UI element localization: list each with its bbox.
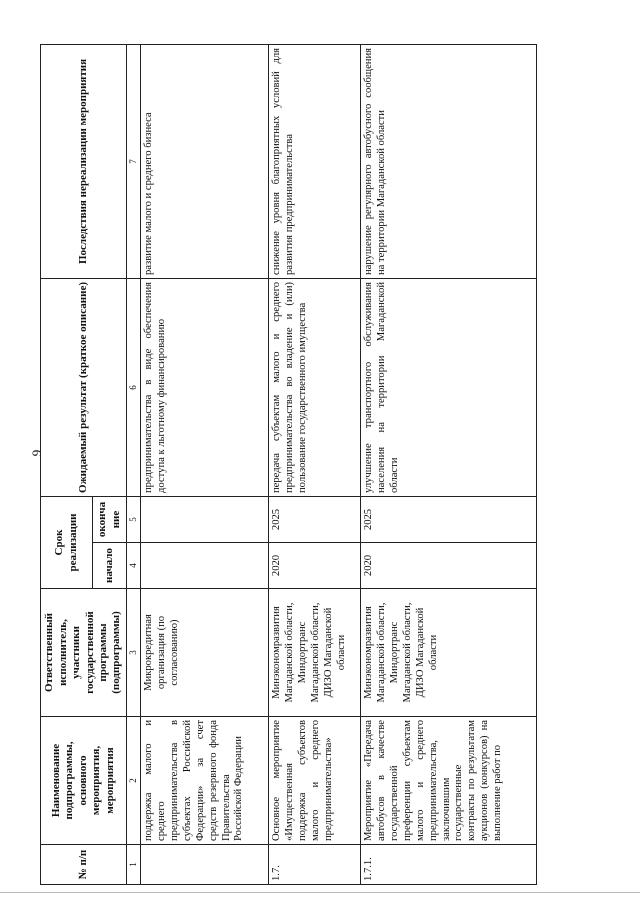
executor: Микрокредитная организация (по согласованию) xyxy=(140,589,268,717)
header-number: № п/п xyxy=(41,845,127,885)
header-consequence: Последствия нереализации мероприятия xyxy=(41,44,127,278)
table-row xyxy=(268,44,360,884)
row-number: 1.7.1. xyxy=(360,845,536,885)
column-number: 3 xyxy=(127,589,141,717)
column-number: 1 xyxy=(127,845,141,885)
column-number: 7 xyxy=(127,44,141,278)
measure-name: Мероприятие «Передача автобусов в качестве государственной преференции субъектам малого и среднего предпринимательства, заключившим государственные контракты по результатам аукционов (конкурсов) на выполнение работ по xyxy=(360,717,536,845)
column-number: 5 xyxy=(127,496,141,542)
end-year xyxy=(140,496,268,542)
header-executor: Ответственный исполнитель, участники государственной программы (подпрограммы) xyxy=(41,589,127,717)
start-year: 2020 xyxy=(360,543,536,589)
table-row xyxy=(360,44,536,884)
executor: Минэкономразвития Магаданской области, Миндортранс Магаданской области, ДИЗО Магаданской области xyxy=(360,589,536,717)
header-term: Срок реализации xyxy=(41,496,93,588)
row-number xyxy=(140,845,268,885)
start-year: 2020 xyxy=(268,543,360,589)
consequence: снижение уровня благоприятных условий для развития предпринимательства xyxy=(268,44,360,278)
end-year: 2025 xyxy=(360,496,536,542)
column-number-row xyxy=(127,44,141,884)
row-number: 1.7. xyxy=(268,845,360,885)
end-year: 2025 xyxy=(268,496,360,542)
executor: Минэкономразвития Магаданской области, Миндортранс Магаданской области, ДИЗО Магаданской области xyxy=(268,589,360,717)
bottom-divider xyxy=(0,892,640,893)
rotated-page-content xyxy=(40,45,600,885)
column-number: 2 xyxy=(127,717,141,845)
page-number: 9 xyxy=(29,449,44,457)
measure-name: поддержка малого и среднего предпринимательства в субъектах Российской Федерации» за счет средств резервного фонда Правительства Российской Федерации xyxy=(140,717,268,845)
measures-table xyxy=(40,44,537,885)
header-start: начало xyxy=(93,543,127,589)
start-year xyxy=(140,543,268,589)
table-row xyxy=(140,44,268,884)
header-result: Ожидаемый результат (краткое описание) xyxy=(41,278,127,496)
expected-result: передача субъектам малого и среднего предпринимательства во владение и (или) пользование государственного имущества xyxy=(268,278,360,496)
header-name: Наименование подпрограммы, основного мероприятия, мероприятия xyxy=(41,717,127,845)
header-end: оконча ние xyxy=(93,496,127,542)
column-number: 4 xyxy=(127,543,141,589)
consequence: нарушение регулярного автобусного сообщения на территории Магаданской области xyxy=(360,44,536,278)
column-number: 6 xyxy=(127,278,141,496)
expected-result: предпринимательства в виде обеспечения доступа к льготному финансированию xyxy=(140,278,268,496)
consequence: развитие малого и среднего бизнеса xyxy=(140,44,268,278)
expected-result: улучшение транспортного обслуживания населения на территории Магаданской области xyxy=(360,278,536,496)
measure-name: Основное мероприятие «Имущественная поддержка субъектов малого и среднего предпринимательства» xyxy=(268,717,360,845)
